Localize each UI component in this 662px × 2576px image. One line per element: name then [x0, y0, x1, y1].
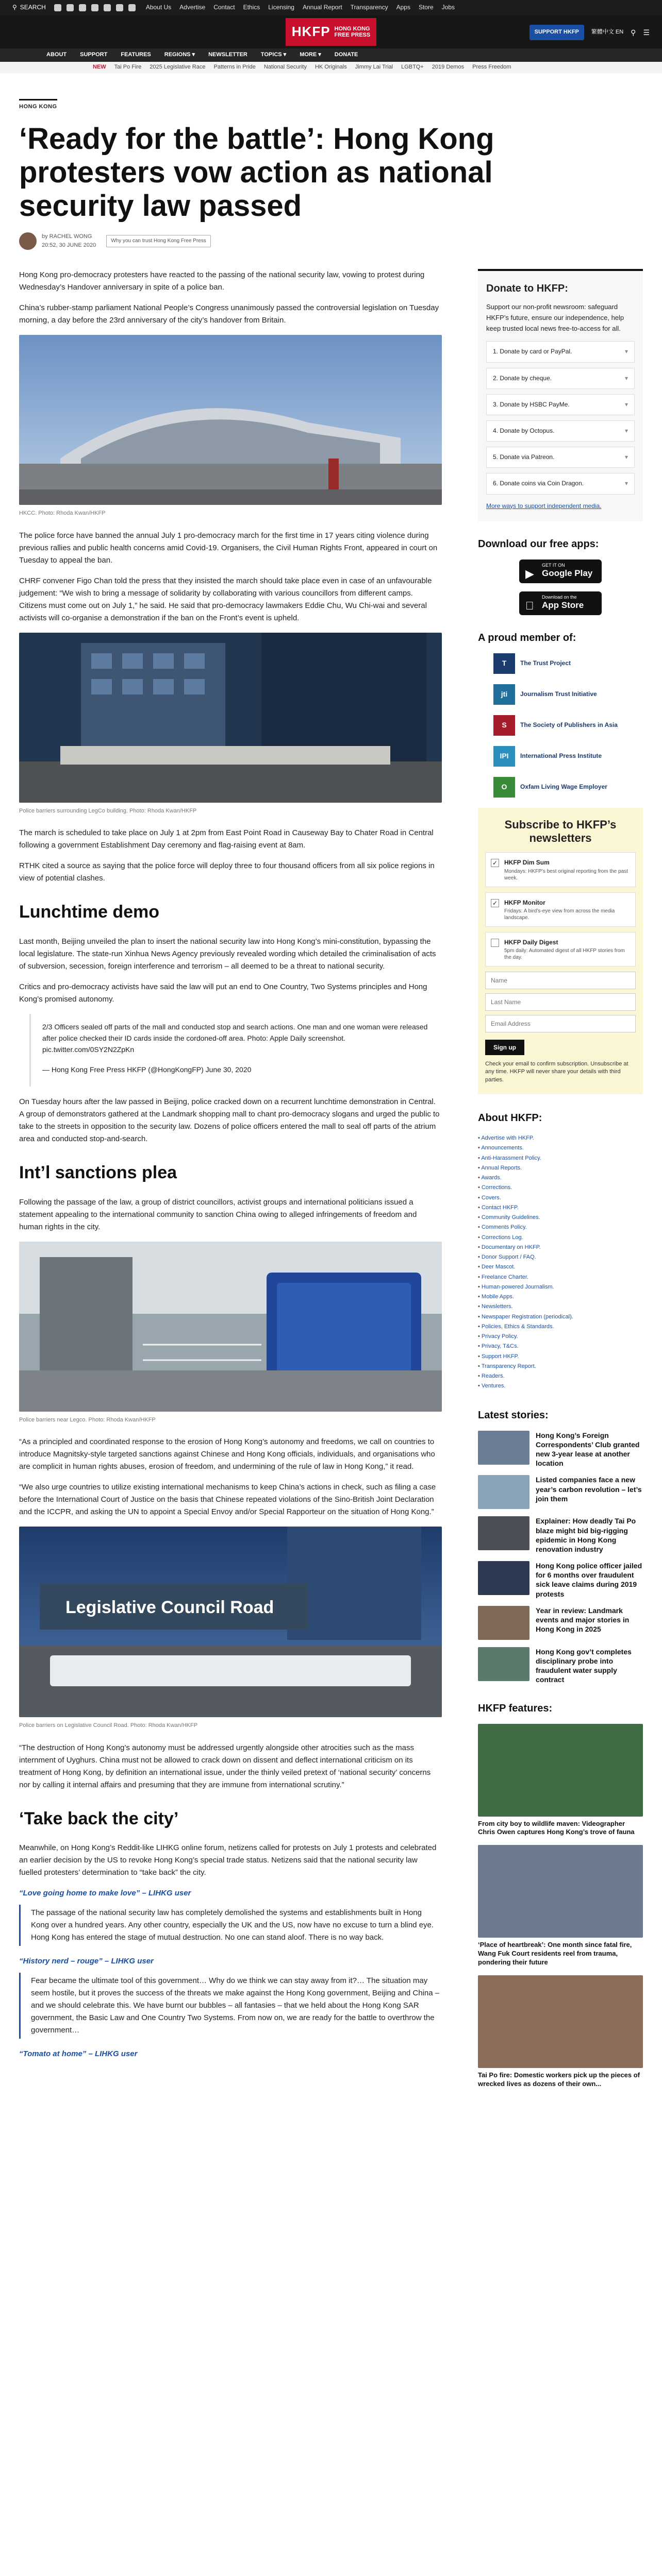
photo-barriers	[19, 1242, 442, 1412]
about-link[interactable]: • Donor Support / FAQ.	[478, 1252, 643, 1262]
newsletter-title: Subscribe to HKFP’s newsletters	[504, 818, 617, 844]
sopa-logo-icon: S	[493, 715, 515, 736]
threads-icon[interactable]	[104, 4, 111, 11]
donate-option-label: 1. Donate by card or PayPal.	[493, 348, 572, 355]
language-switch[interactable]: 繁體中文 EN	[591, 29, 624, 35]
story-title: Hong Kong gov’t completes disciplinary probe into fraudulent water supply contract	[536, 1647, 632, 1684]
about-link[interactable]: • Corrections.	[478, 1183, 643, 1193]
newsletter-option[interactable]	[485, 852, 636, 887]
about-link[interactable]: • Corrections Log.	[478, 1233, 643, 1243]
site-logo[interactable]	[286, 18, 376, 46]
member-ipi[interactable]	[493, 746, 627, 767]
story-title: Listed companies face a new year’s carbon revolution – let’s join them	[536, 1476, 642, 1503]
newsletter-option[interactable]	[485, 892, 636, 927]
utility-link[interactable]: Ethics	[243, 4, 260, 11]
donate-option[interactable]	[486, 368, 635, 389]
feature-stories	[478, 1724, 643, 2089]
hkcc-building-image	[19, 335, 442, 505]
donate-option[interactable]	[486, 473, 635, 494]
quote-text: Fear became the ultimate tool of this government… Why do we think we can stay away from it?… The situation may seem hostile, but it proves the success of the threats we make against the Hong Kong government, Beijing and China – and we should celebrate this. We have burnt our bubbles – all fantasies – that we held about the Hong Kong SAR government, the Basic Law and One Country Two Systems. From now on, we are ready for the battle to overthrow the government…	[31, 1976, 440, 2035]
story-item[interactable]	[478, 1606, 643, 1640]
section-heading: ‘Take back the city’	[19, 1808, 179, 1828]
about-link[interactable]: • Annual Reports.	[478, 1163, 643, 1173]
feature-item[interactable]	[478, 1975, 643, 2089]
about-link[interactable]: • Advertise with HKFP.	[478, 1133, 643, 1143]
donate-option[interactable]	[486, 420, 635, 442]
store-name: Google Play	[542, 568, 593, 579]
social-icons	[54, 4, 136, 11]
donate-option-label: 4. Donate by Octopus.	[493, 427, 555, 434]
nav-item-about[interactable]: ABOUT	[46, 52, 67, 58]
apps-heading: Download our free apps:	[478, 538, 599, 550]
donate-option-label: 6. Donate coins via Coin Dragon.	[493, 480, 584, 487]
about-link[interactable]: • Comments Policy.	[478, 1223, 643, 1232]
utility-link[interactable]: Transparency	[350, 4, 388, 11]
newsletter-option-title: HKFP Dim Sum	[504, 859, 550, 867]
nav-item-newsletter[interactable]: NEWSLETTER	[208, 52, 247, 58]
member-oxfam[interactable]	[493, 777, 627, 798]
chevron-down-icon: ▾	[624, 427, 628, 434]
story-item[interactable]	[478, 1431, 643, 1468]
trending-link[interactable]: Tai Po Fire	[114, 64, 142, 71]
chevron-down-icon: ▾	[624, 374, 628, 382]
donate-option-label: 3. Donate by HSBC PayMe.	[493, 400, 570, 408]
about-link[interactable]: • Deer Mascot.	[478, 1262, 643, 1272]
author-avatar	[19, 232, 37, 250]
store-name: App Store	[542, 600, 584, 611]
member-name: Oxfam Living Wage Employer	[520, 783, 607, 790]
tweet-source[interactable]: — Hong Kong Free Press HKFP (@HongKongFP) June 30, 2020	[42, 1065, 252, 1074]
paragraph: China’s rubber-stamp parliament National People’s Congress unanimously passed the controversial legislation on Tuesday morning, a day before the 23rd anniversary of the city’s handover from Britain.	[19, 303, 439, 325]
forum-user-link[interactable]: “Tomato at home” – LIHKG user	[19, 2049, 138, 2059]
ipi-logo-icon: IPI	[493, 746, 515, 767]
logo-line2: FREE PRESS	[334, 32, 371, 38]
logo-short: HKFP	[291, 24, 330, 40]
utility-link[interactable]: Jobs	[441, 4, 455, 11]
paragraph: Hong Kong pro-democracy protesters have reacted to the passing of the national security law, vowing to protest during Wednesday’s Handover anniversary in spite of a police ban.	[19, 270, 425, 292]
feature-item[interactable]	[478, 1724, 643, 1837]
name-field[interactable]	[485, 972, 636, 989]
section-heading: Int’l sanctions plea	[19, 1163, 177, 1183]
feature-image	[478, 1845, 643, 1938]
store-subtext: Download on the	[542, 595, 577, 600]
member-logos	[478, 653, 643, 798]
photo-legco	[19, 633, 442, 803]
about-link[interactable]: • Anti-Harassment Policy.	[478, 1154, 643, 1163]
feature-item[interactable]	[478, 1845, 643, 1967]
chevron-down-icon: ▾	[624, 480, 628, 487]
nav-item-topics[interactable]: TOPICS ▾	[260, 52, 287, 58]
newsletter-option-desc: Fridays: A bird’s-eye view from across the media landscape.	[504, 908, 615, 921]
story-thumbnail	[478, 1606, 529, 1640]
newsletter-option-title: HKFP Monitor	[504, 899, 545, 906]
forum-user-link[interactable]: “History nerd – rouge” – LIHKG user	[19, 1957, 154, 1966]
support-hkfp-button[interactable]: SUPPORT HKFP	[529, 25, 584, 40]
photo-hkcc	[19, 335, 442, 505]
photo-caption: Police barriers near Legco. Photo: Rhoda Kwan/HKFP	[19, 1416, 156, 1423]
tweet-text: 2/3 Officers sealed off parts of the mall and conducted stop and search actions. One man and one woman were released after police checked their ID cards inside the cordoned-off area. Photo: Apple Daily screenshot. pic.twitter.com/0SY2N2ZpKn	[42, 1022, 428, 1054]
masthead-actions	[529, 25, 650, 40]
about-link[interactable]: • Ventures.	[478, 1381, 643, 1391]
paragraph: RTHK cited a source as saying that the police force will deploy three to four thousand officers from all six police regions in view of potential clashes.	[19, 861, 435, 883]
about-link[interactable]: • Newsletters.	[478, 1302, 643, 1312]
trending-link[interactable]: Press Freedom	[472, 64, 511, 71]
utility-link[interactable]: Apps	[396, 4, 410, 11]
paragraph: Meanwhile, on Hong Kong’s Reddit-like LIHKG online forum, netizens called for protests on July 1 protests and celebrated an earlier decision by the US to revoke Hong Kong’s special trade status. Netizens said that the national security law fuelled protesters’ determination to “take back” the city.	[19, 1843, 437, 1877]
signup-button[interactable]: Sign up	[485, 1040, 524, 1055]
utility-links	[146, 3, 455, 12]
newsletter-checkbox[interactable]: ✓	[491, 899, 499, 907]
member-name: The Society of Publishers in Asia	[520, 721, 618, 728]
article-body	[19, 269, 442, 2097]
nav-item-donate[interactable]: DONATE	[334, 52, 358, 58]
donate-title: Donate to HKFP:	[486, 283, 568, 295]
section-heading: Lunchtime demo	[19, 902, 160, 922]
donate-widget	[478, 269, 643, 521]
nav-item-regions[interactable]: REGIONS ▾	[164, 52, 195, 58]
jti-logo-icon: jti	[493, 684, 515, 705]
member-name: Journalism Trust Initiative	[520, 690, 597, 698]
member-trust-project[interactable]	[493, 653, 627, 674]
story-title: Hong Kong’s Foreign Correspondents’ Club granted new 3-year lease at another location	[536, 1431, 640, 1468]
more-ways-link[interactable]: More ways to support independent media.	[486, 502, 602, 510]
story-title: Hong Kong police officer jailed for 6 months over fraudulent sick leave claims during 2019 protests	[536, 1562, 642, 1598]
paragraph: The march is scheduled to take place on July 1 at 2pm from East Point Road in Causeway Bay to Chater Road in Central following a government Establishment Day ceremony and flag-raising event at 8am.	[19, 828, 434, 850]
youtube-icon[interactable]	[91, 4, 98, 11]
new-badge: NEW	[93, 64, 106, 71]
paragraph: Last month, Beijing unveiled the plan to insert the national security law into Hong Kong’s mini-constitution, bypassing the local legislature. The state-run Xinhua News Agency previously revealed wording which detailed the criminalisation of acts of subversion, secession, foreign interference and terrorism – all deemed to be a threat to national security.	[19, 937, 436, 971]
main-nav	[0, 48, 662, 62]
paragraph: Critics and pro-democracy activists have said the law will put an end to One Country, Two Systems principles and Hong Kong’s promised autonomy.	[19, 982, 427, 1004]
police-barriers-image	[19, 1242, 442, 1412]
nav-item-more[interactable]: MORE ▾	[300, 52, 321, 58]
story-item[interactable]	[478, 1647, 643, 1685]
utility-link[interactable]: Licensing	[268, 4, 294, 11]
donate-option-label: 2. Donate by cheque.	[493, 374, 552, 382]
about-link[interactable]: • Transparency Report.	[478, 1362, 643, 1371]
trust-link[interactable]: Why you can trust Hong Kong Free Press	[106, 235, 211, 247]
embedded-tweet[interactable]	[29, 1014, 442, 1087]
about-link[interactable]: • Documentary on HKFP.	[478, 1243, 643, 1252]
legco-barriers-image	[19, 633, 442, 803]
x-icon[interactable]	[67, 4, 74, 11]
about-link[interactable]: • Policies, Ethics & Standards.	[478, 1322, 643, 1332]
donate-option[interactable]	[486, 447, 635, 468]
publish-date: 20:52, 30 JUNE 2020	[42, 242, 96, 249]
latest-stories	[478, 1431, 643, 1685]
oxfam-logo-icon: O	[493, 777, 515, 798]
story-thumbnail	[478, 1561, 529, 1595]
feature-image	[478, 1975, 643, 2068]
top-utility-bar	[0, 0, 662, 15]
trending-link[interactable]: 2019 Demos	[432, 64, 465, 71]
member-name: International Press Institute	[520, 752, 602, 759]
feature-title: ‘Place of heartbreak’: One month since fatal fire, Wang Fuk Court residents reel from trauma, pondering their future	[478, 1941, 632, 1967]
member-name: The Trust Project	[520, 659, 571, 667]
trending-link[interactable]: Patterns in Pride	[213, 64, 256, 71]
features-heading: HKFP features:	[478, 1702, 553, 1714]
paragraph: “As a principled and coordinated response to the erosion of Hong Kong’s autonomy and freedoms, we call on countries to introduce Magnitsky-style targeted sanctions against Chinese and Hong Kong officials, individuals, and organisations who are complicit in human rights abuses, erosion of freedom, and undermining of the rule of law in Hong Kong,” it read.	[19, 1437, 435, 1471]
quote-text: The passage of the national security law has completely demolished the systems and establishments built in Hong Kong over a hundred years. Any other country, especially the UK and the US, now have no excuse to turn a blind eye. Hong Kong has entered the stage of mutual destruction. No one can stand aloof. There is no way back.	[31, 1908, 434, 1942]
about-link[interactable]: • Freelance Charter.	[478, 1273, 643, 1282]
about-link[interactable]: • Support HKFP.	[478, 1352, 643, 1362]
search-icon: ⚲	[12, 4, 17, 11]
about-link[interactable]: • Contact HKFP.	[478, 1203, 643, 1213]
linkedin-icon[interactable]	[116, 4, 123, 11]
rss-icon[interactable]	[128, 4, 136, 11]
apple-icon	[525, 597, 534, 615]
utility-link[interactable]: Annual Report	[302, 4, 342, 11]
newsletter-option-title: HKFP Daily Digest	[504, 938, 558, 946]
latest-heading: Latest stories:	[478, 1409, 549, 1421]
last-name-field[interactable]	[485, 993, 636, 1011]
donate-option[interactable]	[486, 394, 635, 415]
story-thumbnail	[478, 1475, 529, 1509]
nav-item-features[interactable]: FEATURES	[121, 52, 151, 58]
chevron-down-icon: ▾	[624, 400, 628, 408]
feature-title: From city boy to wildlife maven: Videographer Chris Owen captures Hong Kong’s trove of fauna	[478, 1819, 635, 1836]
paragraph: The police force have banned the annual July 1 pro-democracy march for the first time in 17 years citing violence during previous rallies and public health concerns amid Covid-19. Organisers, the Civil Human Rights Front, appeared in court on Tuesday to appeal the ban.	[19, 531, 438, 565]
photo-road-sign	[19, 1527, 442, 1717]
about-link[interactable]: • Mobile Apps.	[478, 1292, 643, 1302]
play-store-icon: ▶	[525, 567, 534, 580]
search-label: SEARCH	[20, 4, 46, 11]
newsletter-note: Check your email to confirm subscription. Unsubscribe at any time. HKFP will never share your details with third parties.	[485, 1060, 628, 1083]
about-heading: About HKFP:	[478, 1112, 542, 1124]
newsletter-checkbox[interactable]	[491, 939, 499, 947]
trust-project-logo-icon: T	[493, 653, 515, 674]
about-link[interactable]: • Covers.	[478, 1193, 643, 1203]
paragraph: Following the passage of the law, a group of district councillors, activist groups and international politicians issued a statement appealing to the international community to sanction China owing to alleged infringements of freedom and human rights in the city.	[19, 1197, 417, 1231]
app-store-button[interactable]	[519, 591, 602, 615]
nav-item-support[interactable]: SUPPORT	[80, 52, 108, 58]
trending-link[interactable]: National Security	[263, 64, 307, 71]
chevron-down-icon: ▾	[624, 348, 628, 355]
road-sign-text: Legislative Council Road	[65, 1598, 274, 1618]
utility-link[interactable]: Contact	[213, 4, 235, 11]
search-button[interactable]	[12, 3, 46, 12]
member-sopa[interactable]	[493, 715, 627, 736]
article-title: ‘Ready for the battle’: Hong Kong protesters vow action as national security law passed	[19, 122, 494, 223]
paragraph: CHRF convener Figo Chan told the press that they insisted the march should take place even in case of an unfavourable judgement: “We wish to bring a message of solidarity by collaborating with various councillors from different camps. Citizens must come out on July 1,” he said. He said that pro-democracy lawmakers Eddie Chu, Wu Chi-wai and several activists will co-organise a demonstration if the ban on the Front’s event is upheld.	[19, 576, 432, 622]
story-thumbnail	[478, 1516, 529, 1550]
donate-option[interactable]	[486, 341, 635, 362]
paragraph: “The destruction of Hong Kong’s autonomy must be addressed urgently alongside other atrocities such as the mass internment of Uyghurs. China must not be allowed to crack down on dissent and deflect international criticism on its treatment of Hong Kong, by definition an international issue, under the thinly veiled pretext of ‘national security’ concerns nor by calling it internal affairs and presuming that they are immune from international scrutiny.”	[19, 1743, 431, 1789]
story-thumbnail	[478, 1431, 529, 1465]
byline	[19, 232, 643, 250]
about-link[interactable]: • Readers.	[478, 1371, 643, 1381]
newsletter-widget	[478, 808, 643, 1095]
instagram-icon[interactable]	[79, 4, 86, 11]
logo-line1: HONG KONG	[334, 25, 370, 32]
utility-link[interactable]: About Us	[145, 4, 172, 11]
about-link[interactable]: • Awards.	[478, 1173, 643, 1183]
donate-option-label: 5. Donate via Patreon.	[493, 453, 555, 461]
article-category[interactable]: HONG KONG	[19, 99, 57, 112]
paragraph: On Tuesday hours after the law passed in Beijing, police cracked down on a recurrent lunchtime demonstration in Central. A group of demonstrators gathered at the Landmark shopping mall to chant pro-democracy slogans and urged the public to take to the streets in opposition to the security law. Dozens of police officers entered the mall to seal off parts of the atrium area and conducted stop-and-search.	[19, 1097, 440, 1144]
trending-bar	[0, 62, 662, 73]
chevron-down-icon: ▾	[624, 453, 628, 461]
about-link[interactable]: • Privacy Policy.	[478, 1332, 643, 1342]
legislative-council-road-image	[19, 1527, 442, 1717]
paragraph: “We also urge countries to utilize existing international mechanisms to keep China’s actions in check, such as filing a case before the International Court of Justice on the basis that Chinese repeated violations of the Sino-British Joint Declaration and the ICCPR, and asking the UN to appoint a Special Envoy and/or Special Rapporteur on the situation of Hong Kong.”	[19, 1483, 436, 1517]
story-title: Year in review: Landmark events and major stories in Hong Kong in 2025	[536, 1606, 630, 1634]
newsletter-option-desc: 5pm daily: Automated digest of all HKFP stories from the day.	[504, 947, 625, 960]
about-link[interactable]: • Community Guidelines.	[478, 1213, 643, 1223]
google-play-button[interactable]	[519, 560, 602, 583]
member-jti[interactable]	[493, 684, 627, 705]
page-container	[19, 73, 643, 2097]
donate-intro: Support our non-profit newsroom: safeguard HKFP’s future, ensure our independence, help keep trusted local news free-to-access for all.	[486, 303, 624, 332]
facebook-icon[interactable]	[54, 4, 61, 11]
members-heading: A proud member of:	[478, 632, 576, 643]
logo-fullname	[335, 26, 371, 38]
trending-link[interactable]: Jimmy Lai Trial	[355, 64, 393, 71]
search-icon[interactable]: ⚲	[631, 28, 636, 37]
about-link[interactable]: • Newspaper Registration (periodical).	[478, 1312, 643, 1322]
story-item[interactable]	[478, 1561, 643, 1599]
masthead	[0, 15, 662, 48]
feature-image	[478, 1724, 643, 1817]
author-name[interactable]: by RACHEL WONG	[42, 233, 92, 240]
story-item[interactable]	[478, 1516, 643, 1554]
block-quote	[19, 1973, 442, 2039]
story-item[interactable]	[478, 1475, 643, 1509]
email-field[interactable]	[485, 1015, 636, 1032]
store-subtext: GET IT ON	[542, 563, 565, 568]
trending-link[interactable]: LGBTQ+	[401, 64, 424, 71]
about-links	[478, 1133, 643, 1392]
story-title: Explainer: How deadly Tai Po blaze might bid big-rigging epidemic in Hong Kong renovation industry	[536, 1517, 636, 1553]
photo-caption: HKCC. Photo: Rhoda Kwan/HKFP	[19, 510, 106, 517]
about-link[interactable]: • Announcements.	[478, 1143, 643, 1153]
utility-link[interactable]: Store	[418, 4, 434, 11]
utility-link[interactable]: Advertise	[179, 4, 206, 11]
block-quote	[19, 1905, 442, 1946]
about-link[interactable]: • Human-powered Journalism.	[478, 1282, 643, 1292]
sidebar	[478, 269, 643, 2097]
newsletter-option[interactable]	[485, 932, 636, 967]
trending-link[interactable]: 2025 Legislative Race	[150, 64, 206, 71]
story-thumbnail	[478, 1647, 529, 1681]
newsletter-checkbox[interactable]: ✓	[491, 859, 499, 867]
about-link[interactable]: • Privacy, T&Cs.	[478, 1342, 643, 1351]
trending-link[interactable]: HK Originals	[315, 64, 347, 71]
newsletter-option-desc: Mondays: HKFP’s best original reporting from the past week.	[504, 868, 628, 881]
photo-caption: Police barriers on Legislative Council Road. Photo: Rhoda Kwan/HKFP	[19, 1722, 198, 1729]
feature-title: Tai Po fire: Domestic workers pick up the pieces of wrecked lives as dozens of their own...	[478, 2071, 640, 2088]
photo-caption: Police barriers surrounding LegCo building. Photo: Rhoda Kwan/HKFP	[19, 807, 197, 814]
menu-icon[interactable]: ☰	[643, 28, 650, 37]
forum-user-link[interactable]: “Love going home to make love” – LIHKG user	[19, 1889, 191, 1898]
content-layout	[19, 269, 643, 2097]
